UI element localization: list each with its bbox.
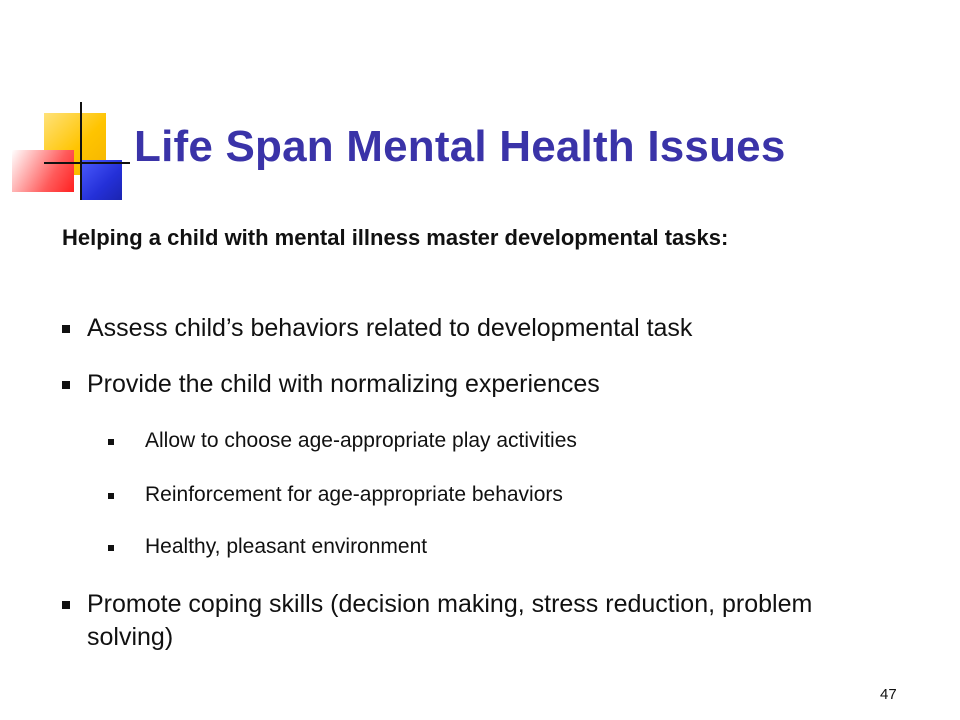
logo-horizontal-line [44, 162, 130, 164]
sub-bullet-item [108, 481, 563, 509]
sub-bullet-item [108, 427, 577, 455]
sub-bullet-item [108, 533, 427, 561]
bullet-text: Assess child’s behaviors related to developmental task [87, 314, 693, 342]
slide-title: Life Span Mental Health Issues [134, 122, 786, 171]
square-bullet-icon [62, 381, 70, 389]
logo-vertical-line [80, 102, 82, 200]
sub-bullet-text: Healthy, pleasant environment [145, 535, 428, 558]
page-number: 47 [880, 686, 897, 703]
bullet-item [62, 368, 600, 401]
intro-text: Helping a child with mental illness master developmental tasks: [62, 225, 729, 250]
sub-bullet-text: Allow to choose age-appropriate play activities [145, 429, 577, 452]
logo-red-square [12, 150, 74, 192]
square-bullet-icon [108, 439, 114, 445]
bullet-text: Provide the child with normalizing experiences [87, 370, 600, 398]
bullet-item [62, 588, 822, 654]
bullet-text: Promote coping skills (decision making, stress reduction, problem solving) [87, 590, 813, 651]
sub-bullet-text: Reinforcement for age-appropriate behaviors [145, 483, 563, 506]
logo-blue-square [80, 160, 122, 200]
square-bullet-icon [108, 545, 114, 551]
square-bullet-icon [62, 601, 70, 609]
bullet-item [62, 312, 692, 345]
square-bullet-icon [108, 493, 114, 499]
square-bullet-icon [62, 325, 70, 333]
